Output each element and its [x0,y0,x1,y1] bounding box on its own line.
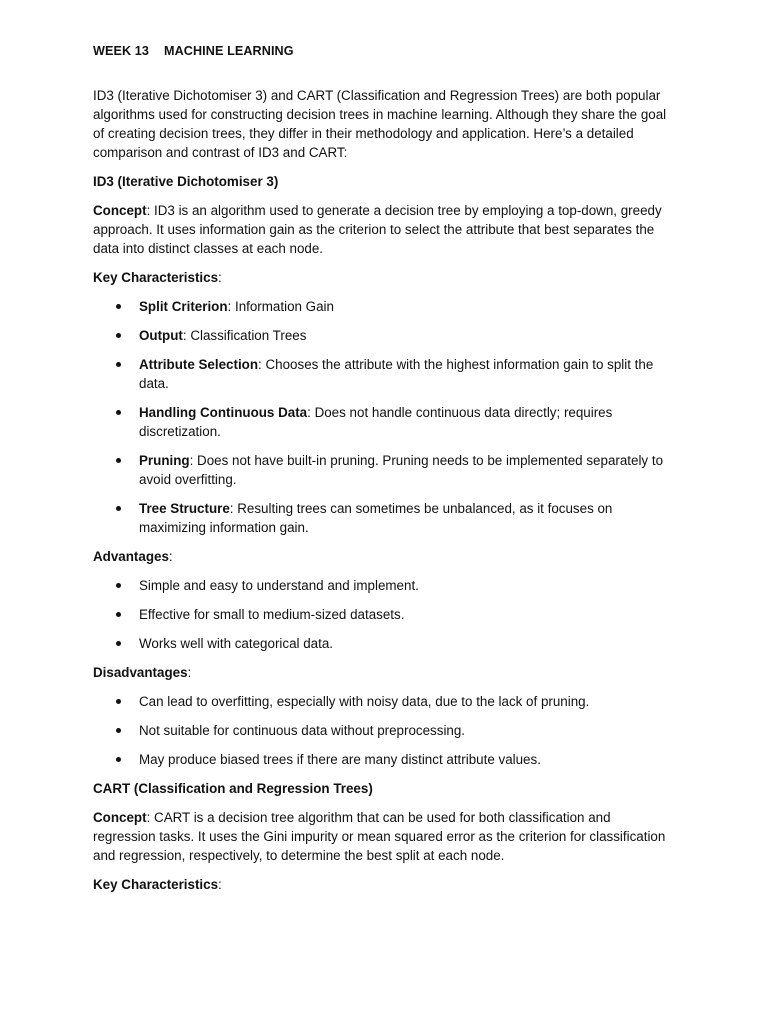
disadvantages-suffix: : [187,665,192,680]
cart-key-characteristics-label [93,875,668,894]
characteristic-text: : Does not handle continuous data directly; requires discretization. [139,405,613,439]
cart-concept-paragraph [93,808,668,865]
id3-heading: ID3 (Iterative Dichotomiser 3) [93,174,279,189]
id3-characteristics-list [93,297,668,537]
cart-key-suffix: : [218,877,222,892]
characteristic-text: : Resulting trees can sometimes be unbalanced, as it focuses on maximizing information gain. [139,501,613,535]
list-item: Works well with categorical data. [93,634,668,653]
id3-disadvantages-list [93,692,668,769]
characteristic-term: Pruning [139,453,190,468]
list-item [93,451,668,489]
id3-advantages-list [93,576,668,653]
id3-concept-paragraph [93,201,668,258]
id3-key-characteristics-label [93,268,668,287]
id3-key-label: Key Characteristics [93,270,219,285]
characteristic-term: Split Criterion [139,299,228,314]
subject-label: MACHINE LEARNING [164,43,294,58]
document-body [93,40,668,904]
id3-concept-text: : ID3 is an algorithm used to generate a decision tree by employing a top-down, greedy approach. It uses information gain as the criterion to select the attribute that best separates the data into distinct classes at each node. [93,203,662,256]
list-item: Effective for small to medium-sized datasets. [93,605,668,624]
characteristic-term: Tree Structure [139,501,230,516]
cart-key-label: Key Characteristics [93,877,219,892]
disadvantages-label: Disadvantages [93,665,188,680]
cart-concept-label: Concept [93,810,147,825]
characteristic-text: : Does not have built-in pruning. Pruning needs to be implemented separately to avoid overfitting. [139,453,664,487]
list-item [93,403,668,441]
week-label: WEEK 13 [93,43,149,58]
cart-heading: CART (Classification and Regression Trees) [93,781,373,796]
id3-key-suffix: : [218,270,222,285]
id3-advantages-label [93,547,668,566]
list-item: Can lead to overfitting, especially with noisy data, due to the lack of pruning. [93,692,668,711]
list-item [93,326,668,345]
characteristic-text: : Information Gain [227,299,334,314]
id3-concept-label: Concept [93,203,147,218]
advantages-suffix: : [168,549,173,564]
list-item: May produce biased trees if there are many distinct attribute values. [93,750,668,769]
id3-disadvantages-label [93,663,668,682]
cart-concept-text: : CART is a decision tree algorithm that can be used for both classification and regression tasks. It uses the Gini impurity or mean squared error as the criterion for classification and regression, respectively, to determine the best split at each node. [93,810,666,863]
list-item [93,297,668,316]
page-header [93,40,668,62]
list-item: Not suitable for continuous data without preprocessing. [93,721,668,740]
list-item [93,355,668,393]
list-item: Simple and easy to understand and implement. [93,576,668,595]
characteristic-term: Handling Continuous Data [139,405,308,420]
characteristic-text: : Classification Trees [182,328,307,343]
characteristic-term: Output [139,328,183,343]
characteristic-text: : Chooses the attribute with the highest information gain to split the data. [139,357,654,391]
advantages-label: Advantages [93,549,169,564]
intro-paragraph: ID3 (Iterative Dichotomiser 3) and CART (Classification and Regression Trees) are both popular algorithms used for constructing decision trees in machine learning. Although they share the goal of creating decision trees, they differ in their methodology and application. Here’s a detailed comparison and contrast of ID3 and CART: [93,88,667,160]
characteristic-term: Attribute Selection [139,357,259,372]
list-item [93,499,668,537]
